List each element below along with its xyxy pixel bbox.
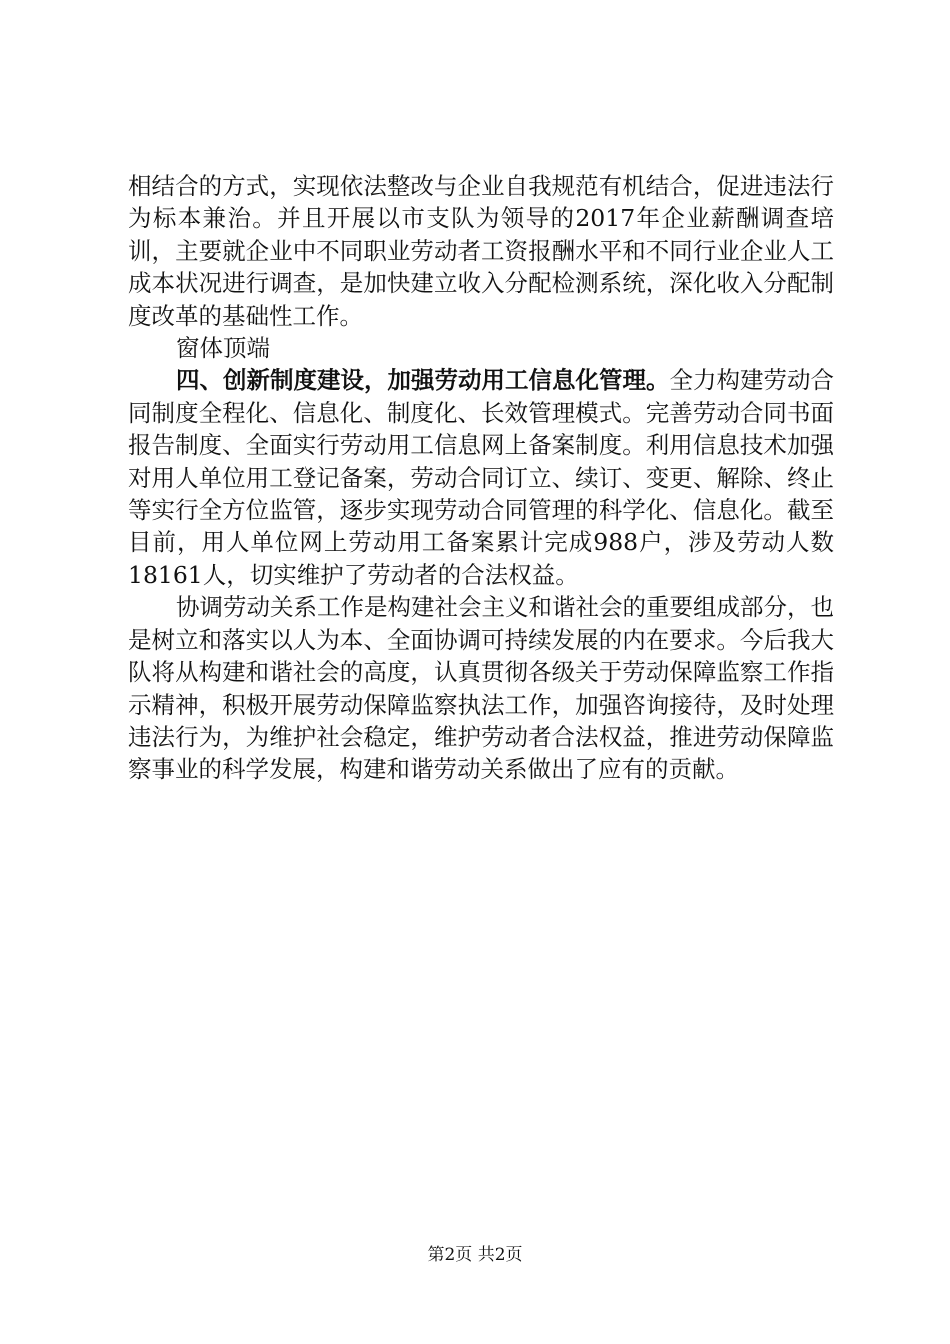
page-footer: 第2页 共2页 — [427, 1245, 523, 1265]
paragraph-4: 协调劳动关系工作是构建社会主义和谐社会的重要组成部分，也是树立和落实以人为本、全面协调可持续发展的内在要求。今后我大队将从构建和谐社会的高度，认真贯彻各级关于劳动保障监察工作指示精神，积极开展劳动保障监察执法工作，加强咨询接待，及时处理违法行为，为维护社会稳定，维护劳动者合法权益，推进劳动保障监察事业的科学发展，构建和谐劳动关系做出了应有的贡献。 — [128, 593, 834, 784]
document-body — [128, 170, 834, 786]
section-heading: 四、创新制度建设，加强劳动用工信息化管理。 — [176, 366, 670, 395]
paragraph-3 — [128, 364, 834, 591]
section-body: 全力构建劳动合同制度全程化、信息化、制度化、长效管理模式。完善劳动合同书面报告制度、全面实行劳动用工信息网上备案制度。利用信息技术加强对用人单位用工登记备案，劳动合同订立、续订、变更、解除、终止等实行全方位监管，逐步实现劳动合同管理的科学化、信息化。截至目前，用人单位网上劳动用工备案累计完成988户，涉及劳动人数18161人，切实维护了劳动者的合法权益。 — [128, 366, 834, 589]
paragraph-1: 相结合的方式，实现依法整改与企业自我规范有机结合，促进违法行为标本兼治。并且开展以市支队为领导的2017年企业薪酬调查培训，主要就企业中不同职业劳动者工资报酬水平和不同行业企业人工成本状况进行调查，是加快建立收入分配检测系统，深化收入分配制度改革的基础性工作。 — [128, 172, 834, 330]
paragraph-2: 窗体顶端 — [176, 334, 270, 363]
